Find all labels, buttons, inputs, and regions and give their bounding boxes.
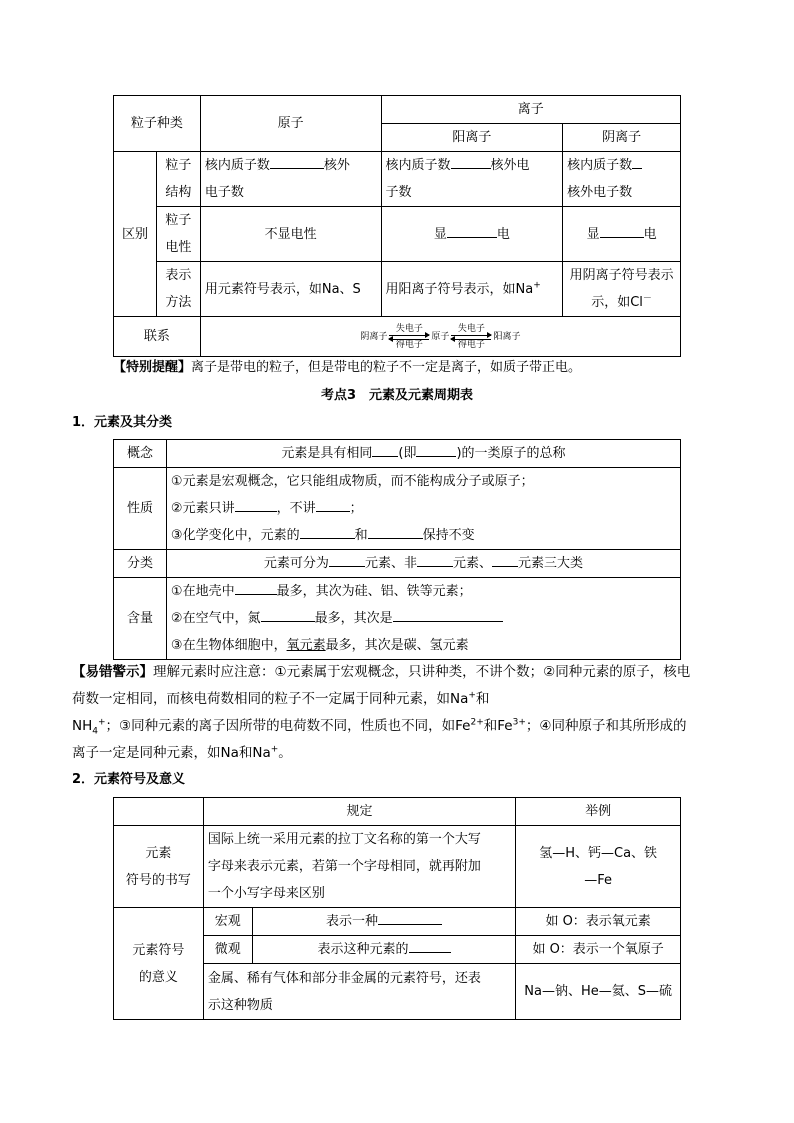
symbol-writing-example: 氢—H、钙—Ca、铁 —Fe <box>516 826 681 908</box>
anion-notation: 用阴离子符号表示 示，如Cl－ <box>563 262 681 317</box>
anion-charge: 显 电 <box>563 207 681 262</box>
label-notation: 表示 方法 <box>156 262 200 317</box>
property-text: ①元素是宏观概念，它只能组成物质，而不能构成分子或原子； ②元素只讲 ，不讲 ； ③化学变化中，元素的 和 保持不变 <box>166 468 680 550</box>
lose-electron-arrow: 失电子 得电子 <box>389 324 429 351</box>
label-symbol-meaning: 元素符号 的意义 <box>114 908 204 1020</box>
macro-rule: 表示一种 <box>252 908 516 936</box>
label-concept: 概念 <box>114 440 167 468</box>
label-property: 性质 <box>114 468 167 550</box>
label-charge: 粒子 电性 <box>156 207 200 262</box>
cation-structure: 核内质子数 核外电 子数 <box>381 152 563 207</box>
anion-structure: 核内质子数 核外电子数 <box>563 152 681 207</box>
macro-example: 如 O：表示氧元素 <box>516 908 681 936</box>
cation-charge: 显 电 <box>381 207 563 262</box>
label-classification: 分类 <box>114 550 167 578</box>
heading-element-symbol: 2．元素符号及意义 <box>72 772 186 787</box>
heading-element-classification: 1．元素及其分类 <box>72 415 173 430</box>
atom-structure: 核内质子数 核外 电子数 <box>200 152 381 207</box>
label-macro: 宏观 <box>203 908 252 936</box>
label-symbol-writing: 元素 符号的书写 <box>114 826 204 908</box>
ion-atom-relation: 阴离子 失电子 得电子 原子 失电子 得电子 阳离子 <box>200 317 680 357</box>
label-relation: 联系 <box>114 317 201 357</box>
error-warning-line1: 【易错警示】理解元素时应注意：①元素属于宏观概念，只讲种类，不讲个数；②同种元素的原子，核电 <box>72 664 691 680</box>
error-warning-line2: 荷数一定相同，而核电荷数相同的粒子不一定属于同种元素，如Na+和 <box>72 690 490 707</box>
section-title: 考点3 元素及元素周期表 <box>320 388 474 403</box>
header-cation: 阳离子 <box>381 124 563 152</box>
element-symbol-table <box>113 797 681 1020</box>
header-rule: 规定 <box>203 798 515 826</box>
classification-text: 元素可分为 元素、非 元素、 元素三大类 <box>166 550 680 578</box>
label-difference: 区别 <box>114 152 157 317</box>
label-micro: 微观 <box>203 936 252 964</box>
micro-example: 如 O：表示一个氧原子 <box>516 936 681 964</box>
cation-notation: 用阳离子符号表示，如Na+ <box>381 262 563 317</box>
micro-rule: 表示这种元素的 <box>252 936 516 964</box>
header-ion: 离子 <box>381 96 680 124</box>
error-warning-line4: 离子一定是同种元素，如Na和Na+。 <box>72 744 292 761</box>
concept-text: 元素是具有相同 (即 )的一类原子的总称 <box>166 440 680 468</box>
atom-charge: 不显电性 <box>200 207 381 262</box>
atom-notation: 用元素符号表示，如Na、S <box>200 262 381 317</box>
lose-electron-arrow-2: 失电子 得电子 <box>451 324 491 351</box>
label-content: 含量 <box>114 578 167 660</box>
header-particle-type: 粒子种类 <box>114 96 201 152</box>
label-structure: 粒子 结构 <box>156 152 200 207</box>
header-anion: 阴离子 <box>563 124 681 152</box>
metal-example: Na—钠、He—氦、S—硫 <box>516 964 681 1020</box>
header-empty <box>114 798 204 826</box>
element-classification-table <box>113 439 681 660</box>
header-example: 举例 <box>516 798 681 826</box>
content-text: ①在地壳中 最多，其次为硅、铝、铁等元素； ②在空气中，氮 最多，其次是 ③在生物体细胞中，氧元素最多，其次是碳、氢元素 <box>166 578 680 660</box>
special-tip: 【特别提醒】离子是带电的粒子，但是带电的粒子不一定是离子，如质子带正电。 <box>113 360 582 375</box>
header-atom: 原子 <box>200 96 381 152</box>
metal-rule: 金属、稀有气体和部分非金属的元素符号，还表 示这种物质 <box>203 964 515 1020</box>
particle-comparison-table <box>113 95 681 357</box>
error-warning-line3: $NH_4^+$；③同种元素的离子因所带的电荷数不同，性质也不同，如$Fe^{2+}$和$Fe^{3+}$；④同种原子和其所形成的 <box>72 717 687 737</box>
symbol-writing-rule: 国际上统一采用元素的拉丁文名称的第一个大写 字母来表示元素，若第一个字母相同，就再附加 一个小写字母来区别 <box>203 826 515 908</box>
